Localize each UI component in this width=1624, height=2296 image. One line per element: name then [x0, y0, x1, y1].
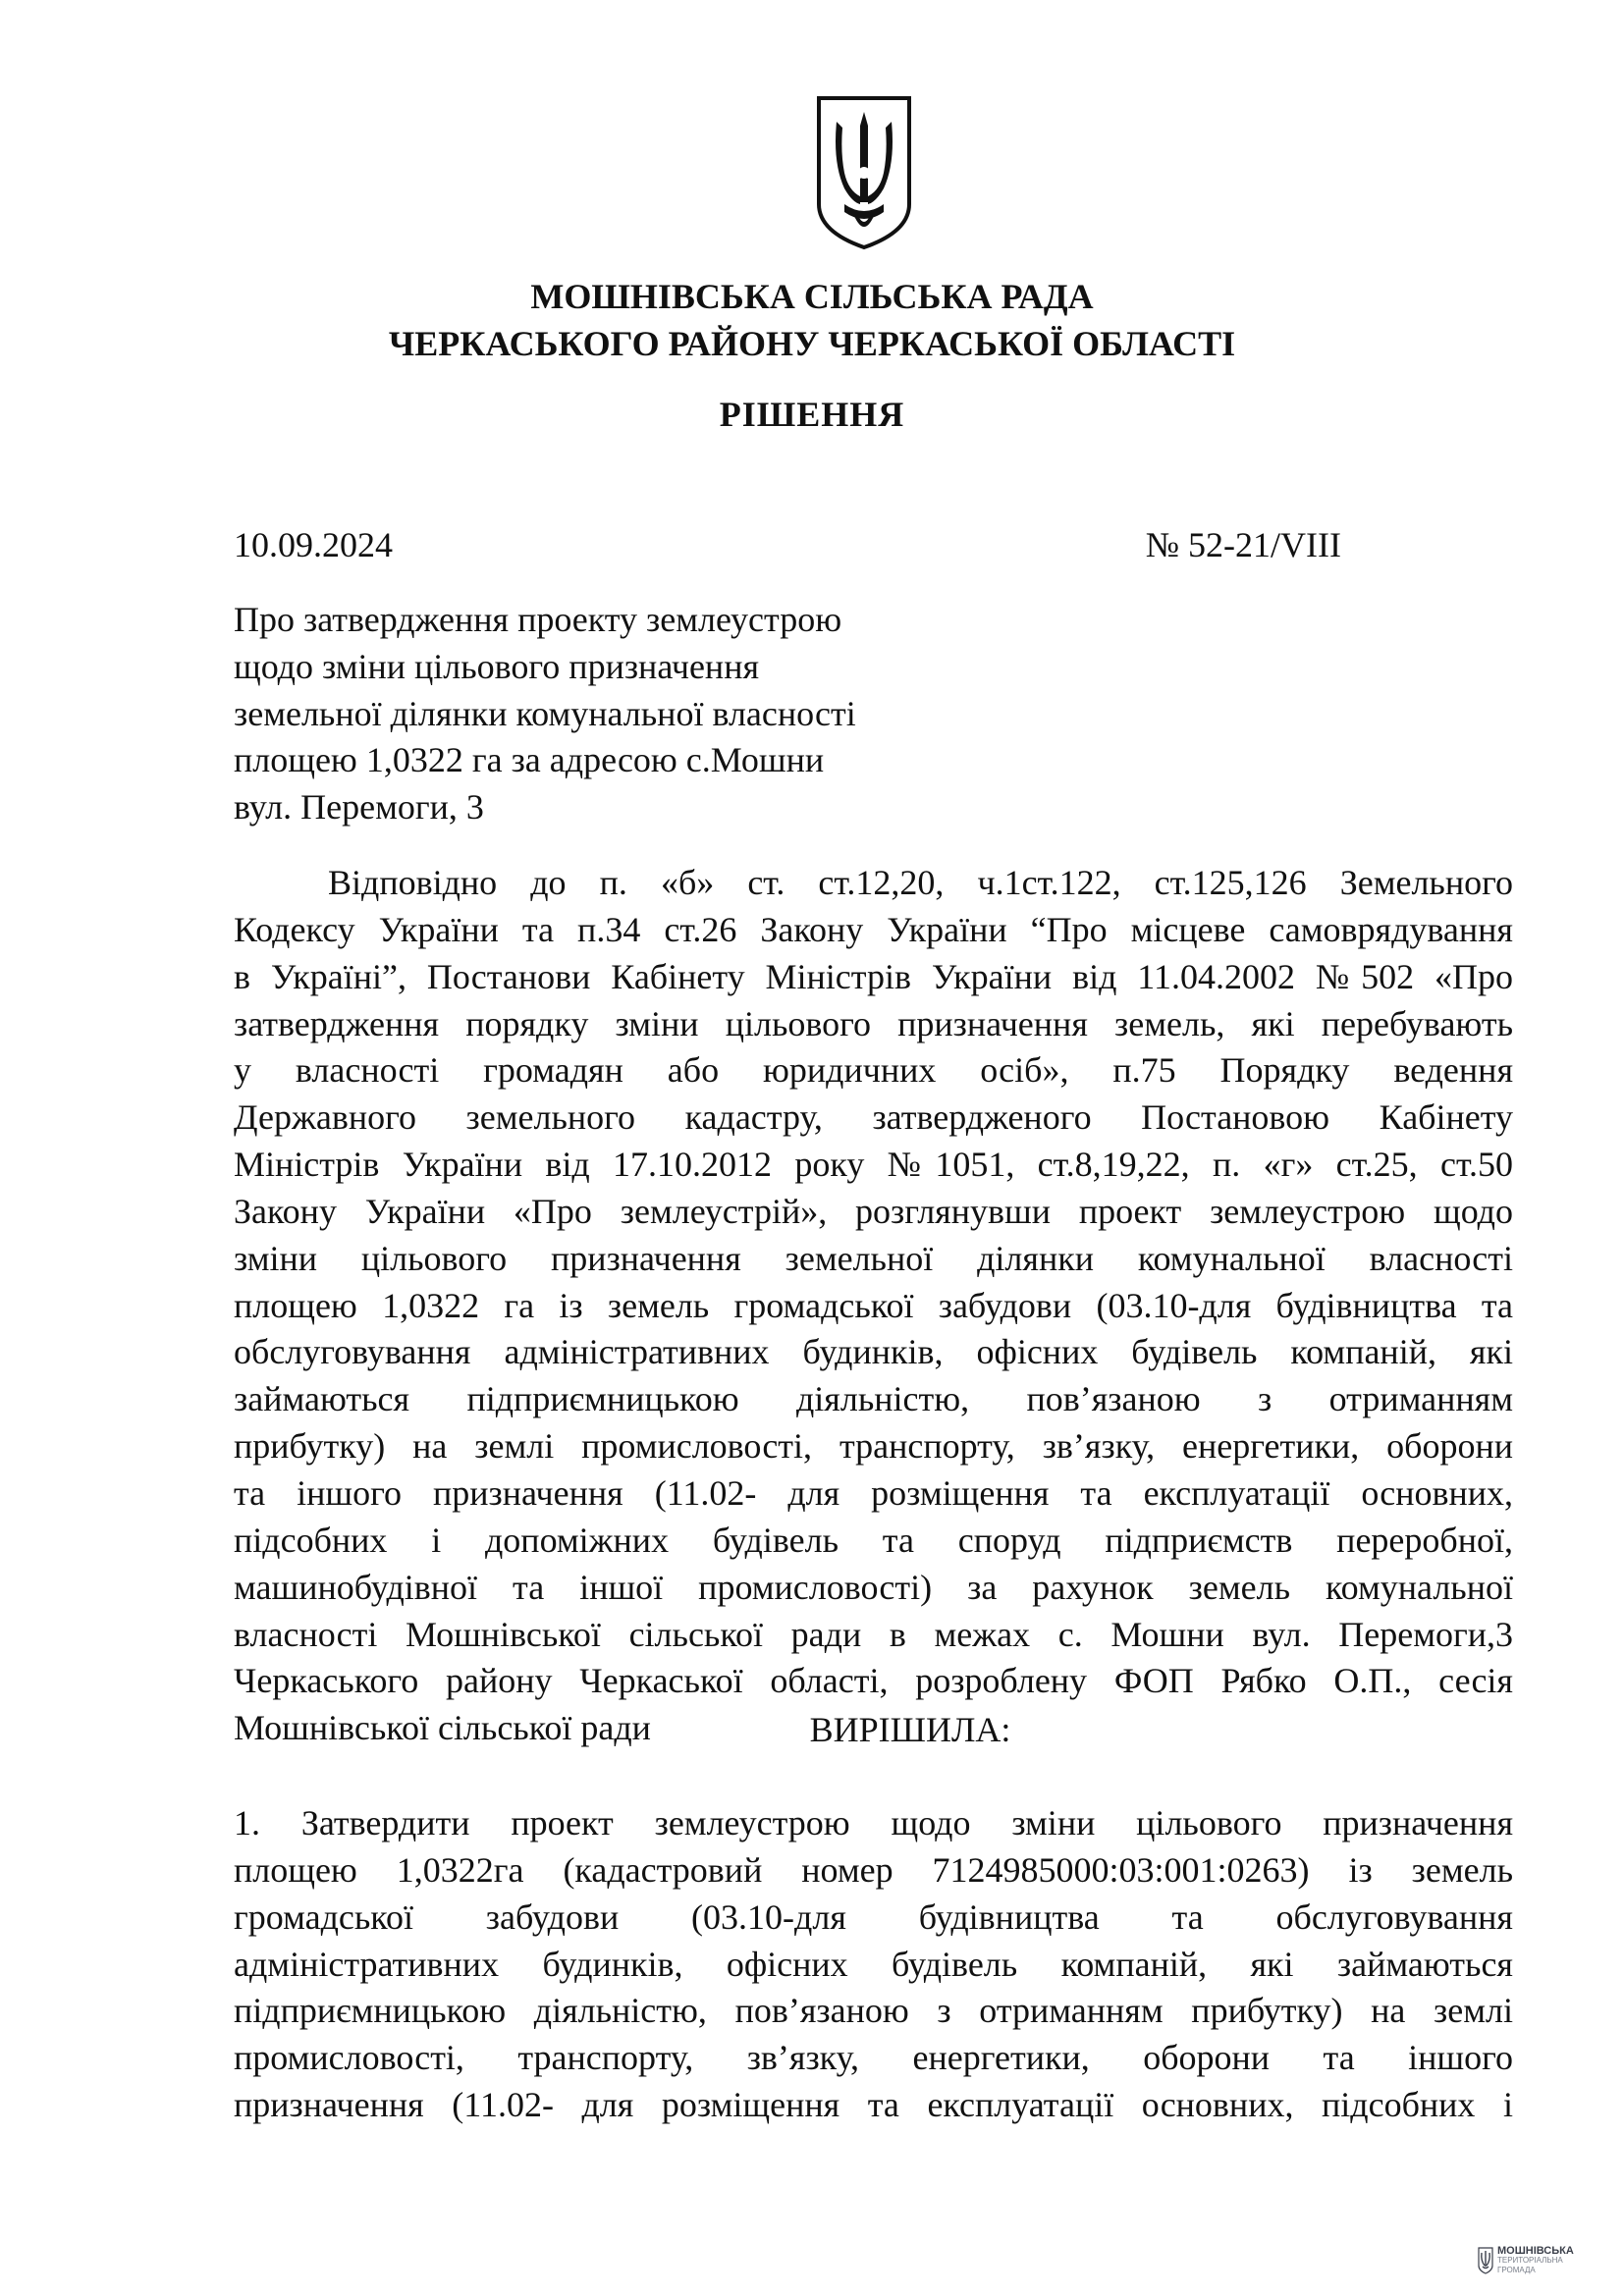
subject-line: щодо зміни цільового призначення: [234, 646, 760, 686]
decision-number: № 52-21/VIII: [1145, 525, 1341, 564]
subject-line: площею 1,0322 га за адресою с.Мошни: [234, 740, 825, 780]
watermark-title: МОШНІВСЬКА: [1497, 2245, 1574, 2257]
preamble-line: Міністрів України від 17.10.2012 року №1051, ст.8,19,22, п. «г» ст.25, ст.50: [234, 1145, 1513, 1185]
preamble-line: Черкаського району Черкаської області, розроблену ФОП Рябко О.П., сесія: [234, 1661, 1513, 1701]
preamble-line: прибутку) на землі промисловості, транспорту, зв’язку, енергетики, оборони: [234, 1426, 1513, 1467]
preamble-line: машинобудівної та іншої промисловості) за рахунок земель комунальної: [234, 1567, 1513, 1607]
watermark-subtitle: ТЕРИТОРІАЛЬНА: [1497, 2256, 1563, 2265]
document-type-title: РІШЕННЯ: [719, 395, 905, 434]
district-name: ЧЕРКАСЬКОГО РАЙОНУ ЧЕРКАСЬКОЇ ОБЛАСТІ: [388, 324, 1236, 363]
subject-line: земельної ділянки комунальної власності: [234, 693, 856, 733]
item-line: 1. Затвердити проект землеустрою щодо зміни цільового призначення: [234, 1803, 1513, 1842]
preamble-line: Державного земельного кадастру, затвердженого Постановою Кабінету: [234, 1097, 1513, 1138]
item-line: адміністративних будинків, офісних будівель компаній, які займаються: [234, 1944, 1513, 1984]
decided-heading: ВИРІШИЛА:: [809, 1710, 1011, 1749]
preamble-line: обслуговування адміністративних будинків, офісних будівель компаній, які: [234, 1332, 1513, 1372]
item-line: підприємницькою діяльністю, пов’язаною з отриманням прибутку) на землі: [234, 1991, 1513, 2031]
decision-subject: [234, 597, 980, 831]
preamble-line: площею 1,0322 га із земель громадської забудови (03.10-для будівництва та: [234, 1285, 1513, 1325]
preamble-line: Мошнівської сільської ради: [234, 1708, 651, 1748]
preamble-line: Кодексу України та п.34 ст.26 Закону України “Про місцеве самоврядування: [234, 909, 1513, 949]
preamble-line: Відповідно до п. «б» ст. ст.12,20, ч.1ст.122, ст.125,126 Земельного: [328, 863, 1513, 902]
preamble-line: займаються підприємницькою діяльністю, пов’язаною з отриманням: [234, 1379, 1513, 1419]
item-line: громадської забудови (03.10-для будівництва та обслуговування: [234, 1896, 1513, 1937]
item-line: призначення (11.02- для розміщення та експлуатації основних, підсобних і: [234, 2085, 1513, 2125]
subject-line: Про затвердження проекту землеустрою: [234, 600, 842, 639]
preamble-paragraph: [234, 860, 1513, 1752]
watermark-subtitle: ГРОМАДА: [1497, 2266, 1536, 2274]
item-line: промисловості, транспорту, зв’язку, енергетики, оборони та іншого: [234, 2038, 1513, 2078]
decision-date: 10.09.2024: [234, 525, 393, 564]
decision-item-1: [234, 1800, 1513, 2129]
preamble-line: в Україні”, Постанови Кабінету Міністрів України від 11.04.2002 №502 «Про: [234, 956, 1513, 996]
subject-line: вул. Перемоги, 3: [234, 787, 484, 828]
preamble-line: зміни цільового призначення земельної ділянки комунальної власності: [234, 1238, 1513, 1278]
preamble-line: затвердження порядку зміни цільового призначення земель, які перебувають: [234, 1003, 1513, 1043]
council-name: МОШНІВСЬКА СІЛЬСЬКА РАДА: [530, 277, 1094, 316]
item-line: площею 1,0322га (кадастровий номер 7124985000:03:001:0263) із земель: [234, 1849, 1513, 1890]
preamble-line: власності Мошнівської сільської ради в межах с. Мошни вул. Перемоги,3: [234, 1614, 1513, 1654]
preamble-line: та іншого призначення (11.02- для розміщення та експлуатації основних,: [234, 1472, 1513, 1513]
preamble-line: Закону України «Про землеустрій», розглянувши проект землеустрою щодо: [234, 1191, 1513, 1231]
coat-of-arms-icon: [815, 94, 913, 251]
preamble-line: у власності громадян або юридичних осіб», п.75 Порядку ведення: [234, 1050, 1513, 1091]
preamble-line: підсобних і допоміжних будівель та споруд підприємств переробної,: [234, 1520, 1513, 1560]
trident-icon: [1478, 2247, 1493, 2274]
community-watermark: [1478, 2241, 1596, 2280]
